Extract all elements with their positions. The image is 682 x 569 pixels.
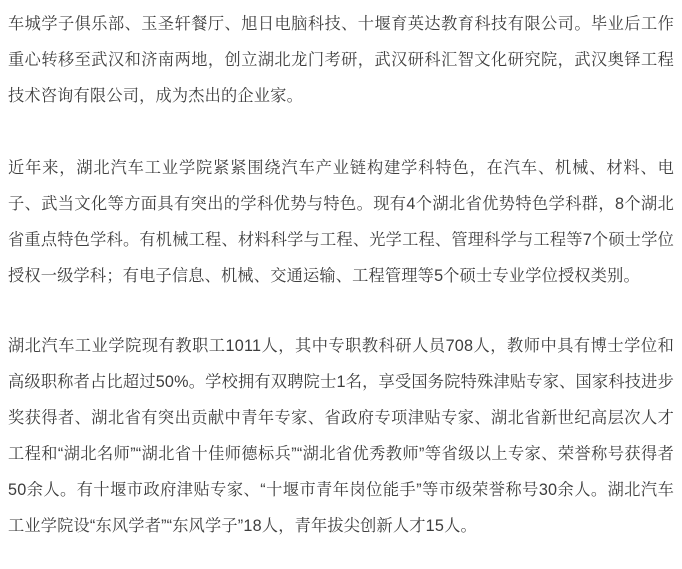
paragraph-spacer bbox=[8, 114, 674, 150]
paragraph-spacer bbox=[8, 294, 674, 328]
paragraph-1: 车城学子俱乐部、玉圣轩餐厅、旭日电脑科技、十堰育英达教育科技有限公司。毕业后工作重心转移至武汉和济南两地，创立湖北龙门考研，武汉研科汇智文化研究院，武汉奥铎工程技术咨询有限公司，成为杰出的企业家。 bbox=[8, 15, 674, 105]
paragraph-3: 湖北汽车工业学院现有教职工1011人，其中专职教科研人员708人，教师中具有博士学位和高级职称者占比超过50%。学校拥有双聘院士1名，享受国务院特殊津贴专家、国家科技进步奖获得者、湖北省有突出贡献中青年专家、省政府专项津贴专家、湖北省新世纪高层次人才工程和“湖北名师”“湖北省十佳师德标兵”“湖北省优秀教师”等省级以上专家、荣誉称号获得者50余人。有十堰市政府津贴专家、“十堰市青年岗位能手”等市级荣誉称号30余人。湖北汽车工业学院设“东风学者”“东风学子”18人，青年拔尖创新人才15人。 bbox=[8, 337, 674, 535]
paragraph-2: 近年来，湖北汽车工业学院紧紧围绕汽车产业链构建学科特色，在汽车、机械、材料、电子、武当文化等方面具有突出的学科优势与特色。现有4个湖北省优势特色学科群，8个湖北省重点特色学科。有机械工程、材料科学与工程、光学工程、管理科学与工程等7个硕士学位授权一级学科；有电子信息、机械、交通运输、工程管理等5个硕士专业学位授权类别。 bbox=[8, 159, 674, 285]
